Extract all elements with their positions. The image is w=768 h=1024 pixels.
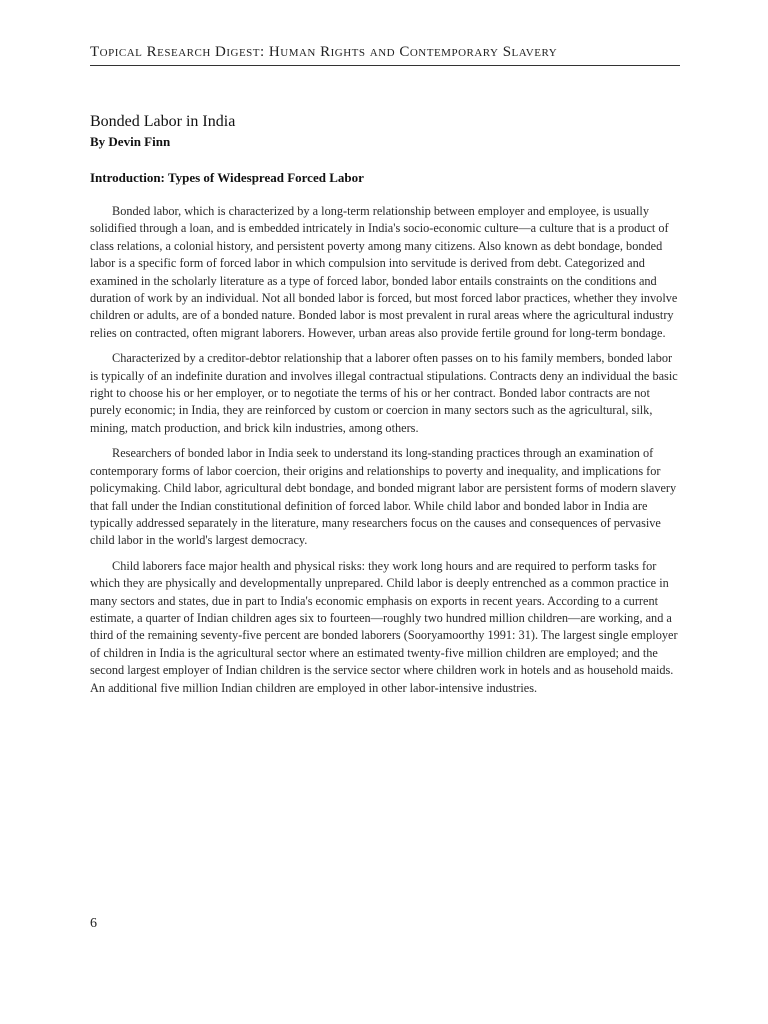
section-heading: Introduction: Types of Widespread Forced Labor [90, 170, 364, 185]
page-number: 6 [90, 916, 97, 931]
body-paragraph-4: Child laborers face major health and physical risks: they work long hours and are required to perform tasks for which they are physically and developmentally unprepared. Child labor is deeply entrenched as a common practice in many sectors and states, due in part to India's economic emphasis on exports in recent years. According to a current estimate, a quarter of Indian children ages six to fourteen—roughly two hundred million children—are working, and a third of the remaining seventy-five percent are bonded laborers (Sooryamoorthy 1991: 31). The largest single employer of children in India is the agricultural sector where an estimated twenty-five million children are employed; and the second largest employer of Indian children is the service sector where children work in hotels and as household maids. An additional five million Indian children are employed in other labor-intensive industries. [90, 558, 678, 695]
header-rule [90, 65, 680, 66]
body-paragraph-3: Researchers of bonded labor in India seek to understand its long-standing practices through an examination of contemporary forms of labor coercion, their origins and relationships to poverty and inequality, and implications for policymaking. Child labor, agricultural debt bondage, and bonded migrant labor are persistent forms of modern slavery that fall under the Indian constitutional definition of forced labor. While child labor and bonded labor in India are typically addressed separately in the literature, many researchers focus on the causes and consequences of pervasive child labor in the world's largest democracy. [90, 446, 677, 548]
body-paragraph-1: Bonded labor, which is characterized by a long-term relationship between employer and employee, is usually solidified through a loan, and is embedded intricately in India's socio-economic culture—a culture that is a product of class relations, a colonial history, and persistent poverty among many citizens. Also known as debt bondage, bonded labor is a specific form of forced labor in which compulsion into servitude is derived from debt. Categorized and examined in the scholarly literature as a type of forced labor, bonded labor entails constraints on the conditions and duration of work by an individual. Not all bonded labor is forced, but most forced labor practices, whether they involve children or adults, are of a bonded nature. Bonded labor is most prevalent in rural areas where the agricultural industry relies on contracted, often migrant laborers. However, urban areas also provide fertile ground for long-term bondage. [90, 204, 678, 340]
article-byline: By Devin Finn [90, 134, 171, 149]
article-title: Bonded Labor in India [90, 113, 236, 130]
body-paragraph-2: Characterized by a creditor-debtor relationship that a laborer often passes on to his family members, bonded labor is typically of an indefinite duration and involves illegal contractual stipulations. Contracts deny an individual the basic right to choose his or her employer, or to negotiate the terms of his or her contract. Bonded labor contracts are not purely economic; in India, they are reinforced by custom or coercion in many sectors such as the agricultural, silk, mining, match production, and brick kiln industries, among others. [90, 351, 678, 435]
running-header: Topical Research Digest: Human Rights and Contemporary Slavery [90, 44, 558, 60]
article-body [90, 203, 680, 705]
